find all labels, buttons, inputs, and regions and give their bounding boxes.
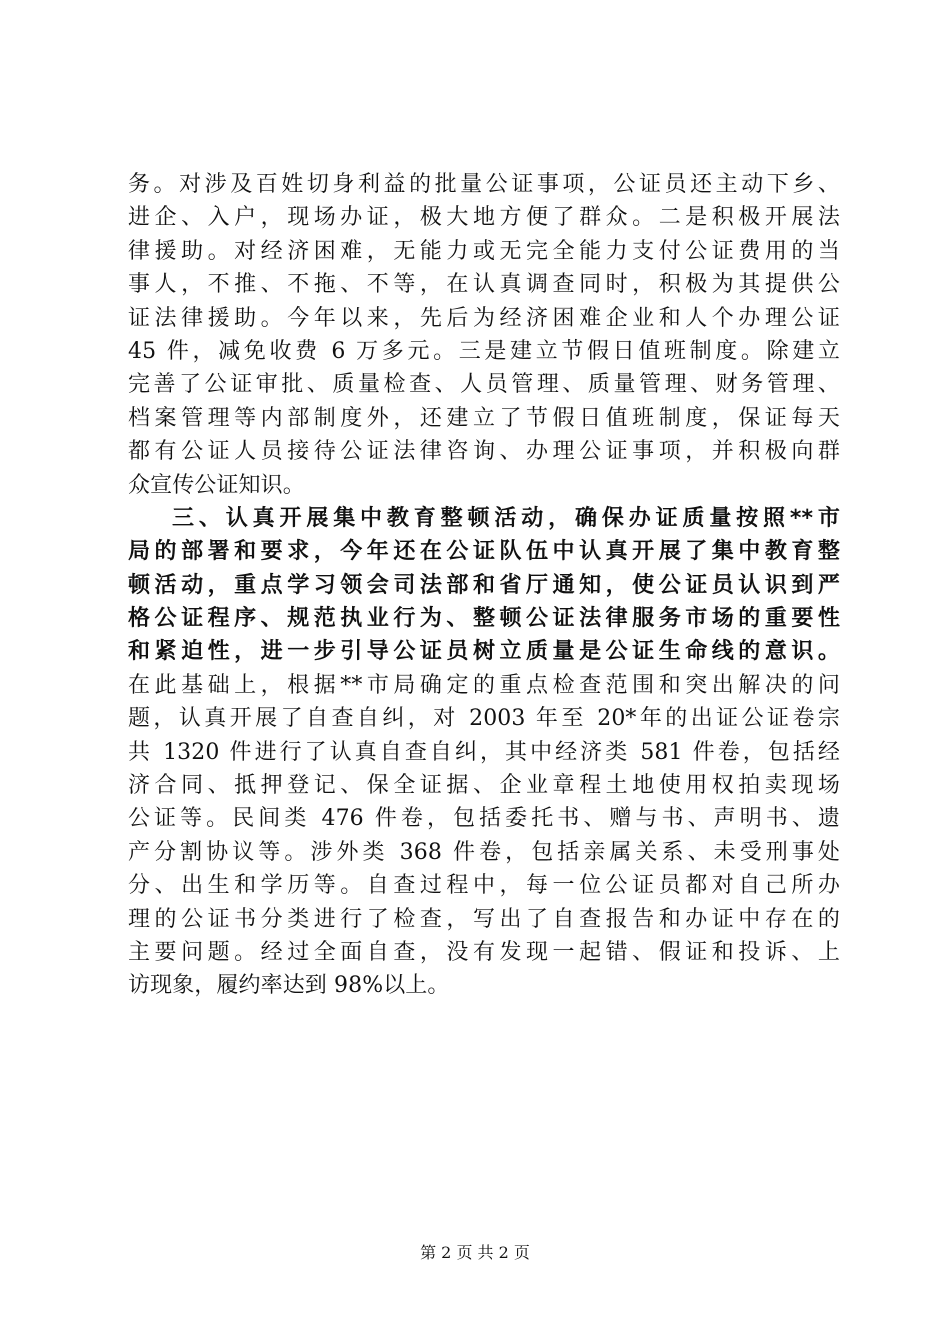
text-line: 进企、入户，现场办证，极大地方便了群众。二是积极开展法	[128, 205, 840, 231]
page-number-footer: 第 2 页 共 2 页	[420, 1243, 530, 1262]
text-line: 访现象，履约率达到 98%以上。	[128, 973, 450, 999]
text-line: 档案管理等内部制度外，还建立了节假日值班制度，保证每天	[128, 405, 840, 431]
text-line: 分、出生和学历等。自查过程中，每一位公证员都对自己所办	[128, 873, 840, 899]
section-heading-line: 局的部署和要求，今年还在公证队伍中认真开展了集中教育整	[128, 539, 840, 565]
text-line: 律援助。对经济困难，无能力或无完全能力支付公证费用的当	[128, 238, 840, 264]
section-heading-line: 顿活动，重点学习领会司法部和省厅通知，使公证员认识到严	[128, 572, 840, 598]
section-heading-line: 三、认真开展集中教育整顿活动，确保办证质量按照**市	[172, 505, 840, 531]
text-line: 证法律援助。今年以来，先后为经济困难企业和人个办理公证	[128, 305, 840, 331]
text-line: 产分割协议等。涉外类 368 件卷，包括亲属关系、未受刑事处	[128, 839, 840, 865]
text-line: 济合同、抵押登记、保全证据、企业章程土地使用权拍卖现场	[128, 773, 840, 799]
text-line: 事人，不推、不拖、不等，在认真调查同时，积极为其提供公	[128, 272, 840, 298]
text-line: 主要问题。经过全面自查，没有发现一起错、假证和投诉、上	[128, 939, 840, 965]
section-heading-line: 格公证程序、规范执业行为、整顿公证法律服务市场的重要性	[128, 606, 840, 632]
text-line: 共 1320 件进行了认真自查自纠，其中经济类 581 件卷，包括经	[128, 739, 840, 765]
text-line: 在此基础上，根据**市局确定的重点检查范围和突出解决的问	[128, 672, 840, 698]
text-line: 理的公证书分类进行了检查，写出了自查报告和办证中存在的	[128, 906, 840, 932]
text-line: 务。对涉及百姓切身利益的批量公证事项，公证员还主动下乡、	[128, 172, 840, 197]
text-line: 都有公证人员接待公证法律咨询、办理公证事项，并积极向群	[128, 439, 840, 465]
section-heading-line: 和紧迫性，进一步引导公证员树立质量是公证生命线的意识。	[128, 639, 840, 665]
text-line: 公证等。民间类 476 件卷，包括委托书、赠与书、声明书、遗	[128, 806, 840, 832]
body-text	[128, 168, 840, 1003]
text-line: 众宣传公证知识。	[128, 472, 305, 498]
text-line: 题，认真开展了自查自纠，对 2003 年至 20*年的出证公证卷宗	[128, 706, 840, 732]
text-line: 45 件，减免收费 6 万多元。三是建立节假日值班制度。除建立	[128, 338, 840, 364]
text-line: 完善了公证审批、质量检查、人员管理、质量管理、财务管理、	[128, 372, 840, 398]
